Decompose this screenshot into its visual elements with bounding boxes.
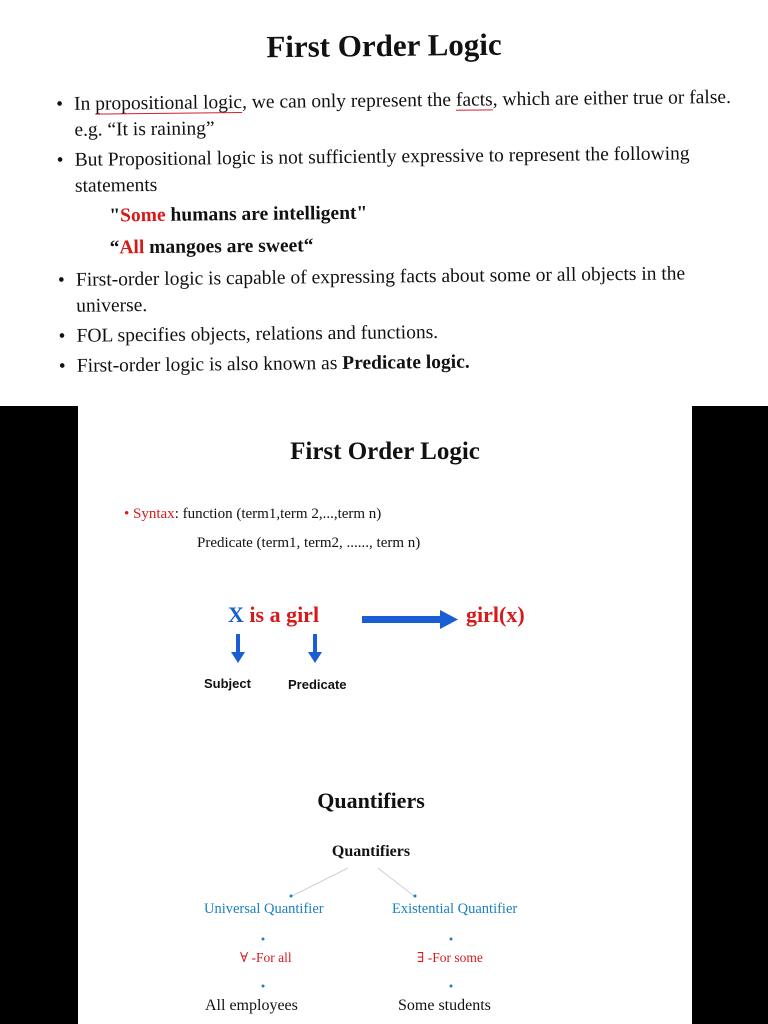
bullet-fol-specifies: • FOL specifies objects, relations and functions. [56, 317, 736, 350]
slide-2 [78, 406, 692, 1024]
bullet-not-expressive: • But Propositional logic is not sufficiently expressive to represent the following statements [55, 141, 736, 200]
quote-all-mangoes: “All mangoes are sweet“ [109, 235, 314, 259]
bullet-predicate-logic: • First-order logic is also known as Predicate logic. [57, 347, 737, 380]
slide-1-title: First Order Logic [266, 26, 502, 65]
syntax-predicate: Predicate (term1, term2, ......, term n) [197, 535, 421, 551]
quantifiers-root: Quantifiers [331, 843, 411, 860]
example-sentence: X is a girl [228, 602, 320, 627]
syntax-function: : function (term1,term 2,...,term n) [174, 506, 382, 522]
existential-quantifier: Existential Quantifier [392, 901, 518, 917]
for-some-symbol: ∃ -For some [417, 950, 483, 965]
syntax-block: • Syntax: function (term1,term 2,...,term n) Predicate (term1, term2, ......, term n) [124, 500, 420, 558]
bullet-propositional: • In propositional logic, we can only represent the facts, which are either true or false. e.g. “It is raining” [54, 85, 735, 144]
underlined-propositional-logic: propositional logic [95, 92, 243, 115]
underlined-facts: facts [455, 89, 493, 111]
slide-2-title: First Order Logic [290, 438, 480, 465]
slide-1-bullets [54, 85, 737, 384]
some-students-example: Some students [398, 997, 491, 1014]
predicate-label: Predicate [288, 677, 347, 692]
all-employees-example: All employees [205, 997, 298, 1014]
quantifiers-title: Quantifiers [317, 788, 425, 813]
quote-some-humans: "Some humans are intelligent" [109, 202, 368, 227]
quantifier-tree-lines [78, 406, 692, 1024]
syntax-label: Syntax [133, 506, 175, 522]
slide-1 [0, 0, 768, 406]
subject-label: Subject [204, 676, 251, 691]
bullet-capable: • First-order logic is capable of expressing facts about some or all objects in the universe. [56, 261, 737, 320]
example-predicate-form: girl(x) [466, 602, 525, 627]
for-all-symbol: ∀ -For all [240, 950, 292, 965]
universal-quantifier: Universal Quantifier [204, 901, 324, 917]
